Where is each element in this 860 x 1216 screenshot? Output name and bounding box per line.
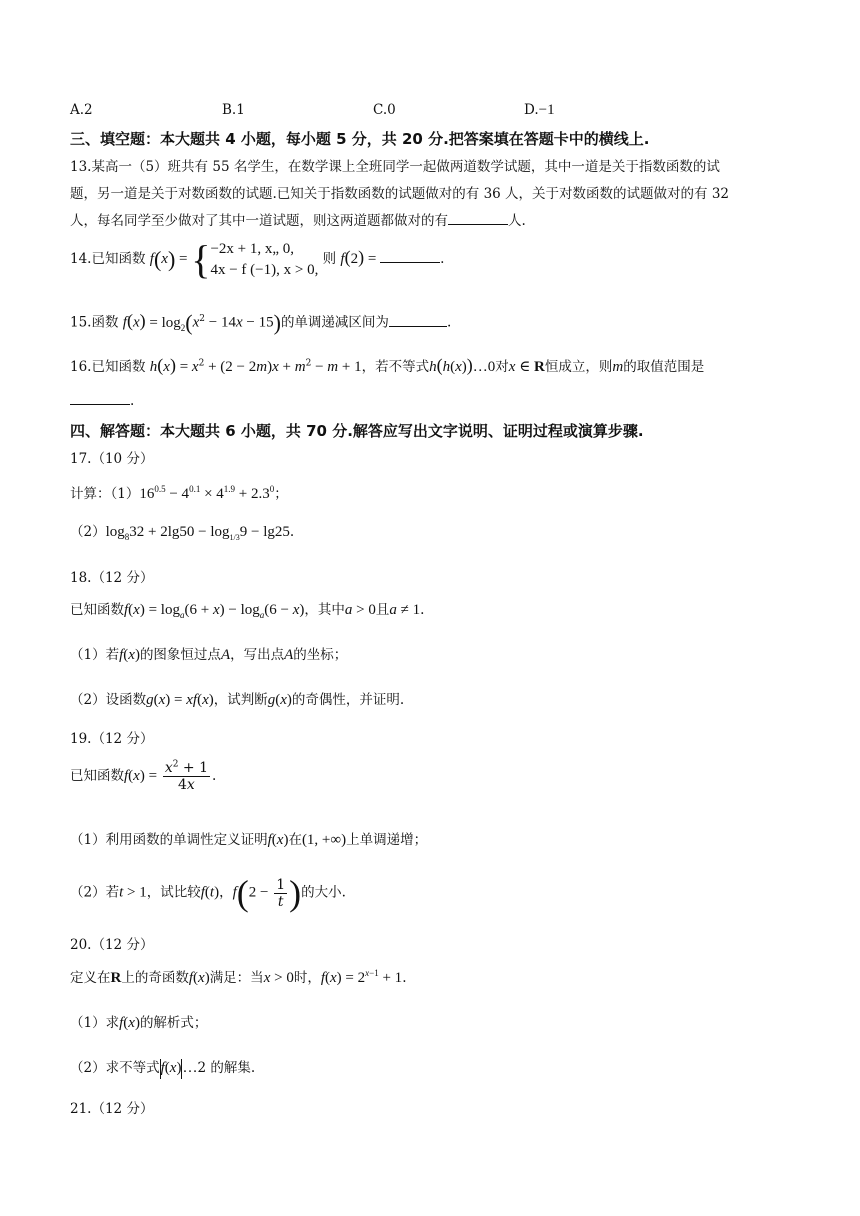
q19-part-2: （2）若t > 1，试比较f(t)，f(2 − $\frac{1}{t}$ )的大小. bbox=[70, 873, 346, 913]
q17-heading: 17.（10 分） bbox=[70, 451, 154, 467]
q20-part-1: （1）求f(x)的解析式； bbox=[70, 1015, 208, 1031]
q13-line-3: 人，每名同学至少做对了其中一道试题，则这两道题都做对的有 人. bbox=[70, 213, 526, 229]
answer-blank bbox=[389, 314, 447, 327]
q16-blank-line: . bbox=[70, 392, 134, 409]
option-b: B.1 bbox=[222, 102, 245, 118]
q18-part-1: （1）若f(x)的图象恒过点A，写出点A的坐标； bbox=[70, 647, 348, 663]
section-3-heading: 三、填空题：本大题共 4 小题，每小题 5 分，共 20 分.把答案填在答题卡中的横线上. bbox=[70, 130, 650, 148]
q14: 14.已知函数 f(x) = {−2x + 1, x„ 0, 4x − f (−1), x > 0, 则 f(2) = . bbox=[70, 237, 445, 282]
q13-line-2: 题，另一道是关于对数函数的试题.已知关于指数函数的试题做对的有 36 人，关于对数函数的试题做对的有 32 bbox=[70, 186, 730, 202]
q18-heading: 18.（12 分） bbox=[70, 570, 154, 586]
q19-part-1: （1）利用函数的单调性定义证明f(x)在(1, +∞)上单调递增； bbox=[70, 832, 428, 848]
option-c: C.0 bbox=[373, 102, 396, 118]
answer-options-q12 bbox=[70, 102, 790, 120]
option-d: D.−1 bbox=[524, 102, 555, 118]
q21-heading: 21.（12 分） bbox=[70, 1101, 154, 1117]
section-4-heading: 四、解答题：本大题共 6 小题，共 70 分.解答应写出文字说明、证明过程或演算步骤. bbox=[70, 422, 644, 440]
q13-line-1: 13.某高一（5）班共有 55 名学生，在数学课上全班同学一起做两道数学试题，其中一道是关于指数函数的试 bbox=[70, 159, 720, 175]
answer-blank bbox=[448, 212, 508, 225]
q20-intro: 定义在R上的奇函数f(x)满足：当x > 0时，$f(x) = 2^{x-1} + 1$. bbox=[70, 968, 407, 986]
q17-part-2: $(2)\log_832 + 2\lg 50 - \log_{1/3}9 - \lg 25$. bbox=[70, 524, 295, 542]
q19-heading: 19.（12 分） bbox=[70, 731, 154, 747]
q18-intro: 已知函数$f(x) = \log_a(6 + x) - \log_a(6 - x)$，其中a > 0且a ≠ 1. bbox=[70, 602, 425, 620]
option-a: A.2 bbox=[70, 102, 93, 118]
q19-intro: 已知函数f(x) = $\frac{x^2 + 1}{4x}$ . bbox=[70, 759, 217, 793]
q18-part-2: （2）设函数g(x) = xf(x)，试判断g(x)的奇偶性，并证明. bbox=[70, 692, 405, 708]
q17-part-1: 计算：$(1)16^{0.5} - 4^{0.1} \times 4^{1.9} + 2.3^0$； bbox=[70, 484, 288, 502]
q16: 16.已知函数 $h(x) = x^2 + (2 - 2m)x + m^2 - m + 1$，若不等式h(h(x))…0对x ∈ R恒成立，则m的取值范围是 bbox=[70, 355, 705, 375]
q20-part-2: （2）求不等式f(x)…2 的解集. bbox=[70, 1056, 255, 1079]
answer-blank bbox=[70, 392, 130, 405]
q20-heading: 20.（12 分） bbox=[70, 937, 154, 953]
answer-blank bbox=[380, 250, 440, 263]
q15: 15.函数 $f(x) = \log_2(x^2 - 14x - 15)$的单调递减区间为 . bbox=[70, 310, 452, 335]
